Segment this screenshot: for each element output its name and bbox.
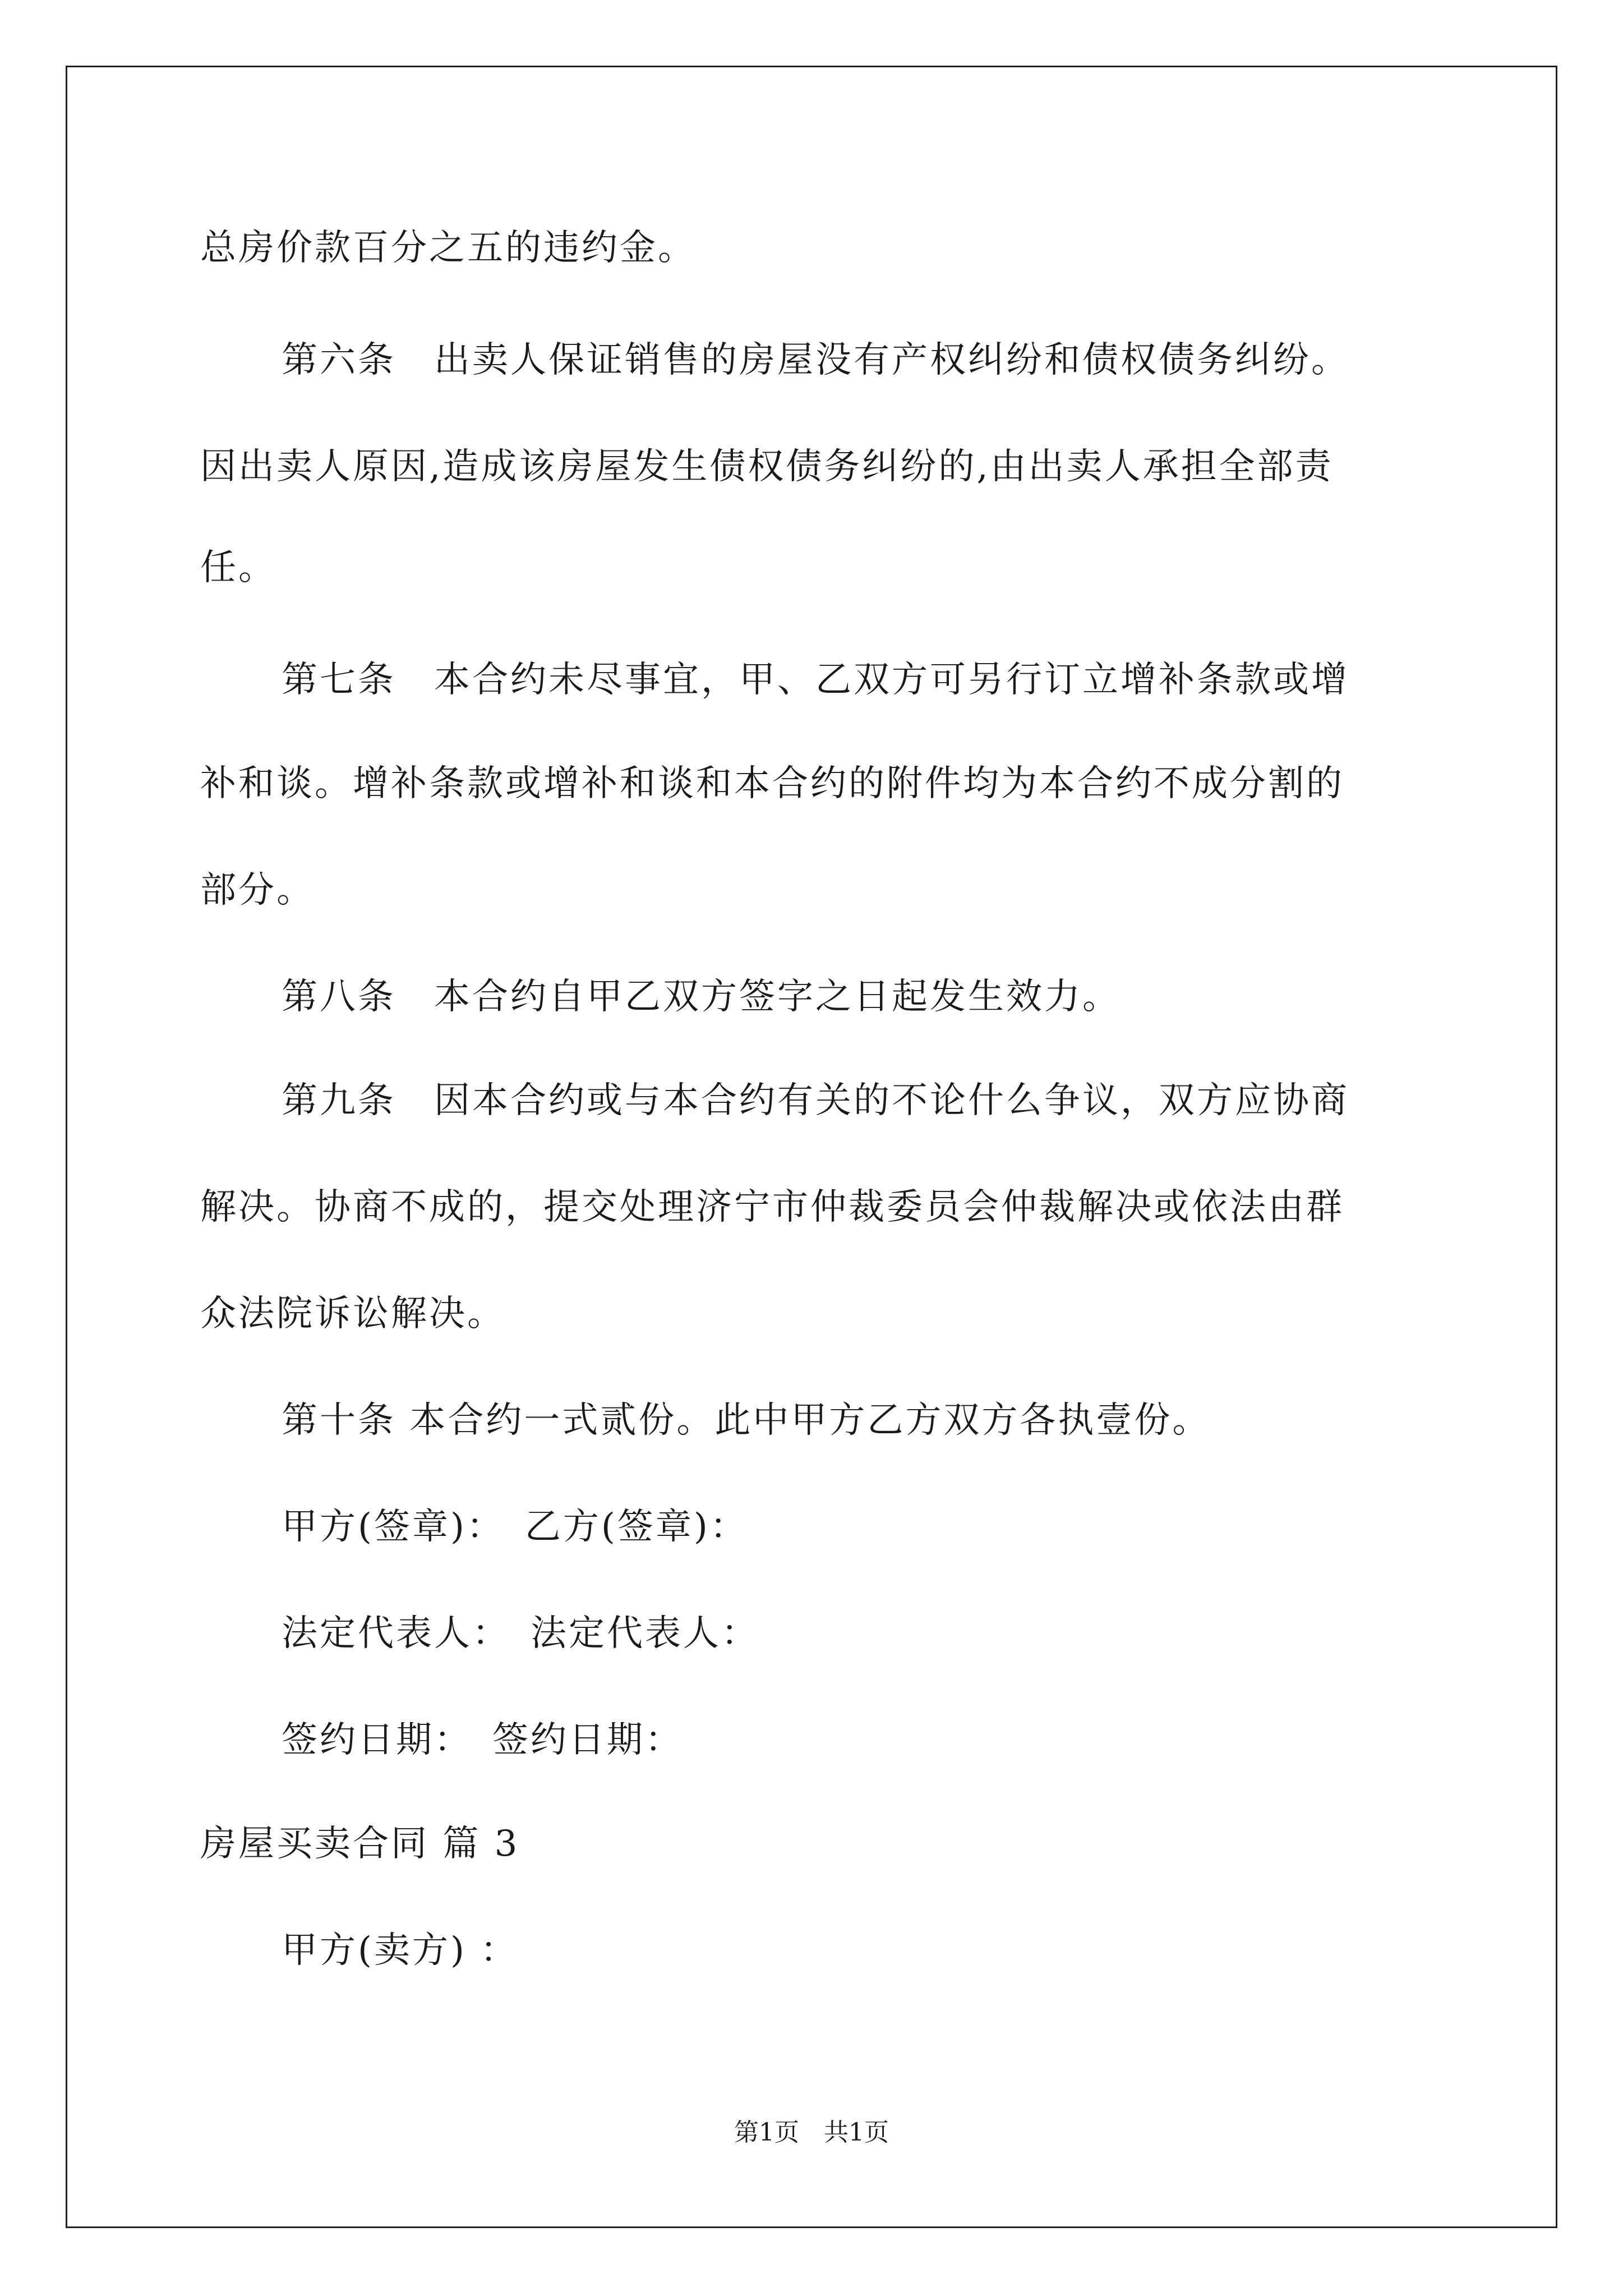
text-line: 部分。: [200, 869, 315, 911]
page-number: 第1页 共1页: [734, 2118, 889, 2147]
representative-line: 法定代表人： 法定代表人：: [282, 1613, 759, 1654]
text-line: 总房价款百分之五的违约金。: [200, 227, 696, 269]
section-heading: 房屋买卖合同 篇 3: [200, 1823, 520, 1865]
text-line: 甲方(卖方) ：: [282, 1930, 519, 1971]
text-line: 第六条 出卖人保证销售的房屋没有产权纠纷和债权债务纠纷。: [282, 339, 1349, 381]
text-line: 第八条 本合约自甲乙双方签字之日起发生效力。: [282, 976, 1121, 1018]
text-line: 第七条 本合约未尽事宜，甲、乙双方可另行订立增补条款或增: [282, 659, 1349, 701]
text-line: 解决。协商不成的，提交处理济宁市仲裁委员会仲裁解决或依法由群: [200, 1186, 1344, 1228]
text-line: 第十条 本合约一式贰份。此中甲方乙方双方各执壹份。: [282, 1400, 1211, 1441]
page-border: [66, 66, 1557, 2228]
text-line: 众法院诉讼解决。: [200, 1293, 505, 1335]
signature-line: 甲方(签章)： 乙方(签章)：: [282, 1506, 748, 1548]
signing-date-line: 签约日期： 签约日期：: [282, 1719, 683, 1761]
text-line: 因出卖人原因,造成该房屋发生债权债务纠纷的,由出卖人承担全部责: [200, 446, 1334, 487]
text-line: 补和谈。增补条款或增补和谈和本合约的附件均为本合约不成分割的: [200, 763, 1344, 804]
text-line: 第九条 因本合约或与本合约有关的不论什么争议，双方应协商: [282, 1080, 1349, 1121]
text-line: 任。: [200, 547, 276, 588]
